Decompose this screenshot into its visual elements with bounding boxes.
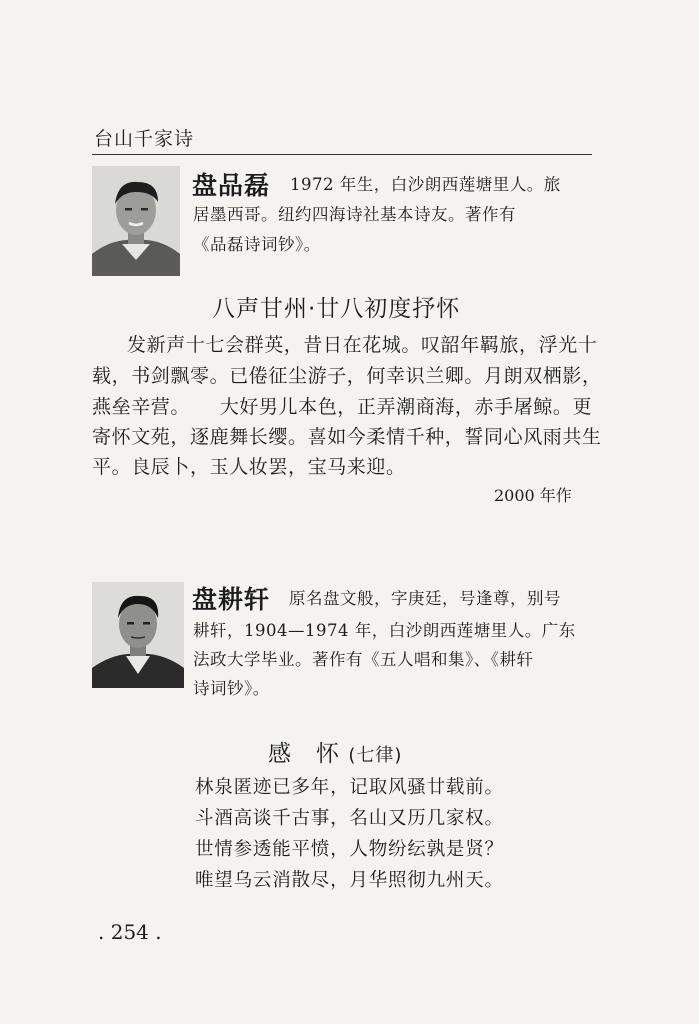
poem-title-text: 感 怀 [268,741,340,767]
poem-title: 八声甘州·廿八初度抒怀 [212,296,461,322]
running-header-title: 台山千家诗 [94,128,195,150]
portrait-photo-pan-gengxuan [92,582,184,688]
author-bio-line: 居墨西哥。纽约四海诗社基本诗友。著作有 [193,205,516,224]
poem-line: 燕垒辛营。 大好男儿本色，正弄潮商海，赤手屠鲸。更 [92,396,593,418]
poem-form-label: (七律) [348,745,403,766]
author-name-pan-gengxuan: 盘耕轩 [192,585,271,614]
poem-line: 载，书剑飘零。已倦征尘游子，何幸识兰卿。月朗双栖影， [92,365,602,387]
author-bio-line: 《品磊诗词钞》。 [193,235,321,254]
author-bio-line: 原名盘文般，字庚廷，号逢尊，别号 [289,589,561,608]
portrait-photo-pan-pinlei [92,166,180,276]
header-rule [92,154,592,155]
poem-line: 寄怀文苑，逐鹿舞长缨。喜如今柔情千种，誓同心风雨共生 [92,426,602,448]
author-bio-line: 诗词钞》。 [193,679,270,698]
verse-line: 林泉匿迹已多年，记取风骚廿载前。 [195,777,504,798]
poem-date: 2000 年作 [494,486,572,505]
verse-line: 世情参透能平愤，人物纷纭孰是贤？ [195,839,504,860]
verse-line: 唯望乌云消散尽，月华照彻九州天。 [195,870,504,891]
verse-line: 斗酒高谈千古事，名山又历几家权。 [195,808,504,829]
poem-title [268,735,402,768]
poem-line: 平。良辰卜，玉人妆罢，宝马来迎。 [92,456,406,478]
page-number: . 254 . [98,920,162,944]
poem-line: 发新声十七会群英，昔日在花城。叹韶年羁旅，浮光十 [127,334,598,356]
author-bio-line: 法政大学毕业。著作有《五人唱和集》、《耕轩 [193,650,534,669]
author-bio-line: 1972 年生，白沙朗西莲塘里人。旅 [290,175,561,194]
author-bio-line: 耕轩，1904—1974 年，白沙朗西莲塘里人。广东 [193,621,576,640]
author-name-pan-pinlei: 盘品磊 [192,171,271,200]
